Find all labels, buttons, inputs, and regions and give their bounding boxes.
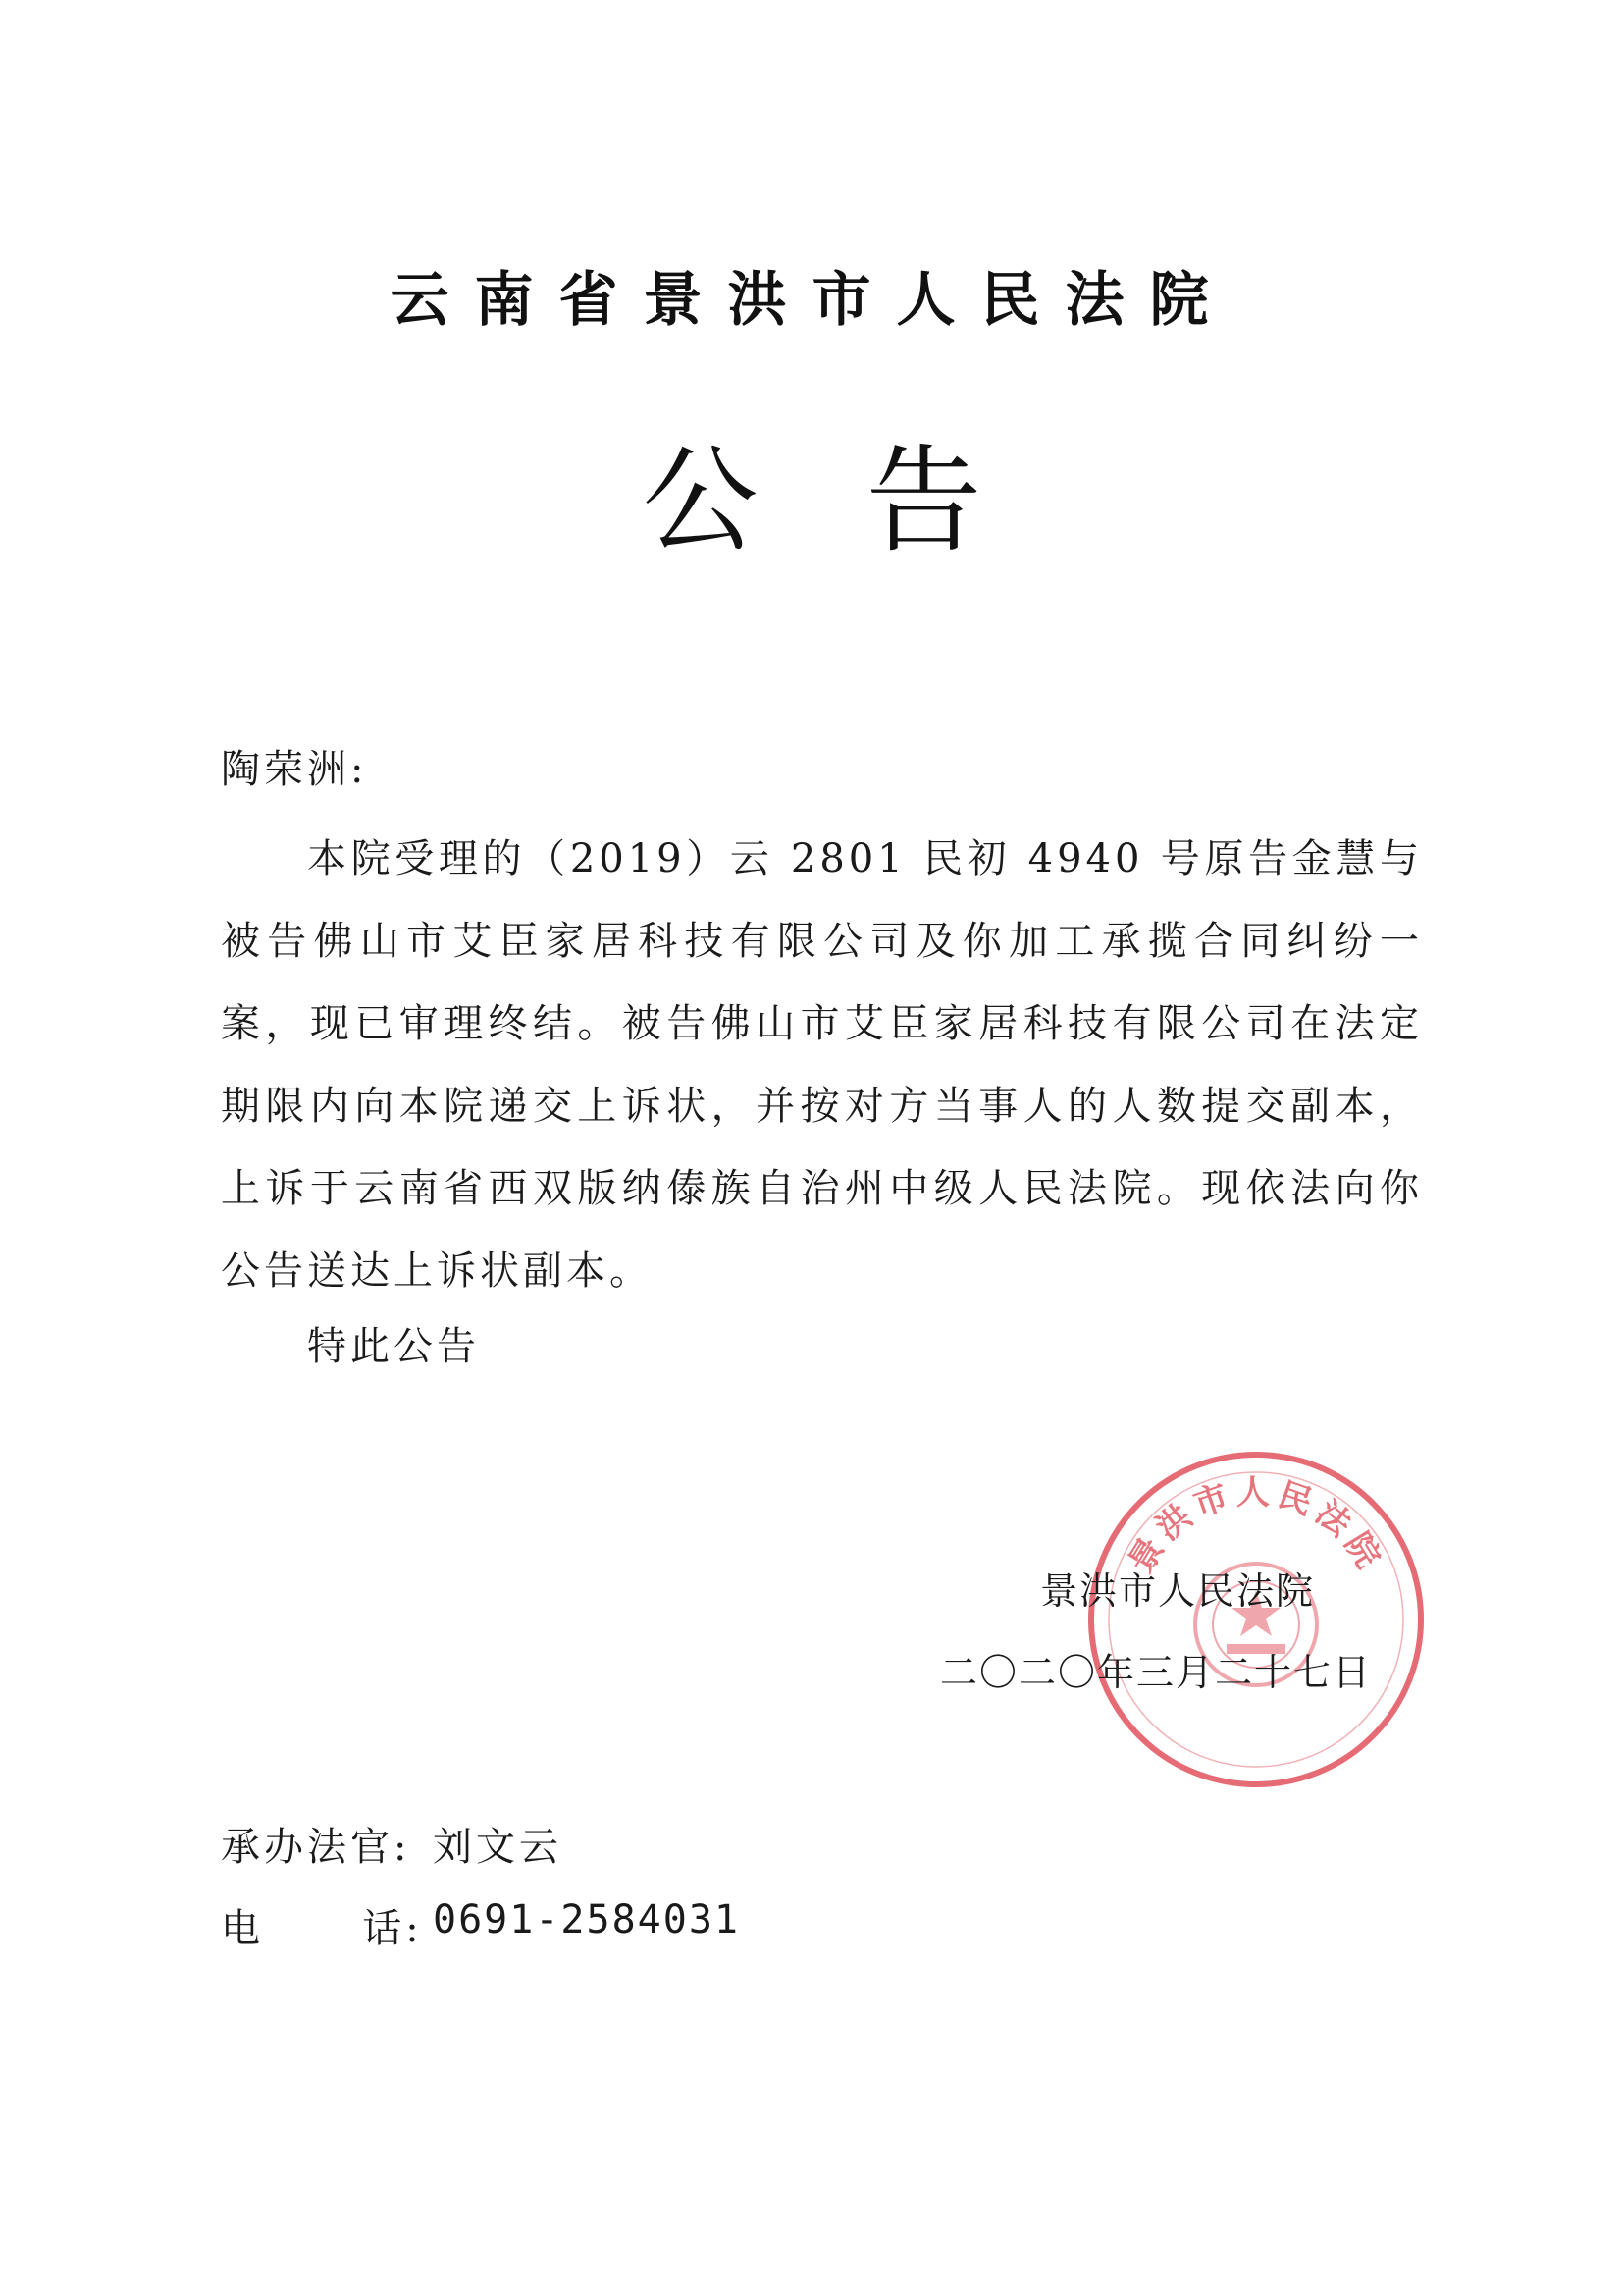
signature-court: 景洪市人民法院 (1040, 1569, 1316, 1613)
addressee: 陶荣洲: (221, 747, 368, 792)
notice-body: 本院受理的（2019）云 2801 民初 4940 号原告金慧与被告佛山市艾臣家居科技有限公司及你加工承揽合同纠纷一案，现已审理终结。被告佛山市艾臣家居科技有限公司在法定期限内向本院递交上诉状，并按对方当事人的人数提交副本，上诉于云南省西双版纳傣族自治州中级人民法院。现依法向你公告送达上诉状副本。 (221, 836, 1423, 1294)
seal-text: 景洪市人民法院 (1121, 1473, 1391, 1580)
phone-label: 电 话: (221, 1906, 423, 1951)
document-title: 公告 (642, 433, 1090, 568)
judge-name: 刘文云 (433, 1825, 562, 1870)
court-name: 云南省景洪市人民法院 (390, 266, 1234, 335)
judge-row (221, 1816, 562, 1872)
judge-label: 承办法官: (221, 1825, 411, 1870)
phone-number: 0691-2584031 (433, 1897, 740, 1942)
court-seal (1079, 1443, 1433, 1796)
signature-date: 二〇二〇年三月二十七日 (940, 1651, 1373, 1694)
phone-row (221, 1897, 740, 1953)
closing-phrase: 特此公告 (307, 1324, 480, 1369)
